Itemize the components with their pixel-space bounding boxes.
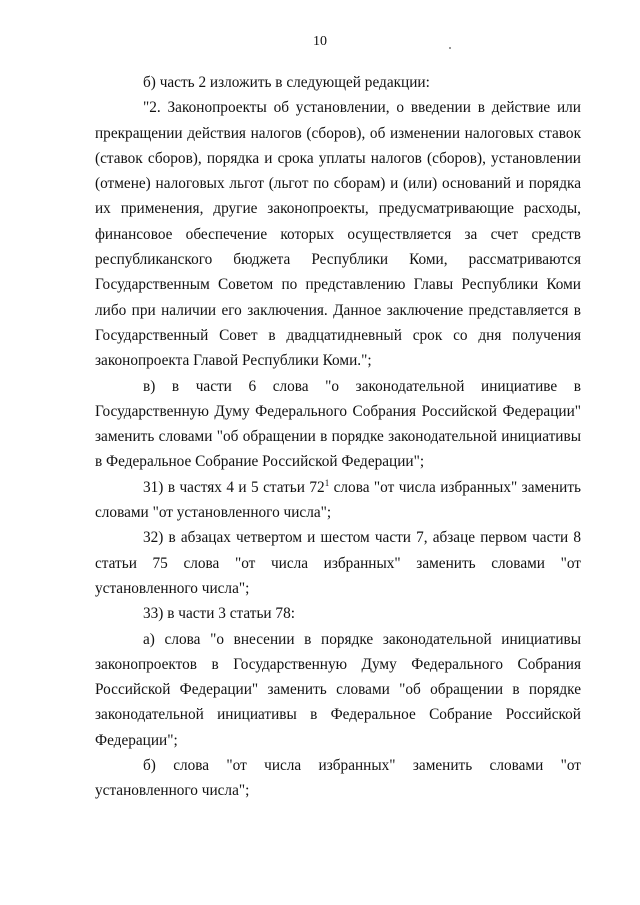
paragraph-31-before: 31) в частях 4 и 5 статьи 72 bbox=[143, 478, 325, 496]
paragraph-31-after: слова "от числа избранных" заменить словами "от установленного числа"; bbox=[95, 478, 581, 522]
paragraph-b-part2: б) часть 2 изложить в следующей редакции: bbox=[143, 74, 430, 91]
scan-speck bbox=[449, 47, 451, 49]
paragraph-31 bbox=[95, 475, 581, 526]
paragraph-33-a: а) слова "о внесении в порядке законодательной инициативы законопроектов в Государственную Думу Федерального Собрания Российской Федерации" заменить словами "об обращении в порядке законодательной инициативы в Федеральное Собрание Российской Федерации"; bbox=[95, 630, 581, 749]
document-body bbox=[95, 70, 581, 804]
paragraph-33: 33) в части 3 статьи 78: bbox=[143, 605, 295, 623]
paragraph-part2-text: "2. Законопроекты об установлении, о введении в действие или прекращении действия налогов (сборов), об изменении налоговых ставок (ставок сборов), порядка и срока уплаты налогов (сборов), установлении (отмене) налоговых льгот (льгот по сборам) и (или) оснований и порядка их применения, другие законопроекты, предусматривающие расходы, финансовое обеспечение которых осуществляется за счет средств республиканского бюджета Республики Коми, рассматриваются Государственным Советом по представлению Главы Республики Коми либо при наличии его заключения. Данное заключение представляется в Государственный Совет в двадцатидневный срок со дня получения законопроекта Главой Республики Коми."; bbox=[95, 99, 581, 370]
paragraph-v-part6: в) в части 6 слова "о законодательной инициативе в Государственную Думу Федерального Собрания Российской Федерации" заменить словами "об обращении в порядке законодательной инициативы в Федеральное Собрание Российской Федерации"; bbox=[95, 377, 581, 471]
paragraph-33-b: б) слова "от числа избранных" заменить словами "от установленного числа"; bbox=[95, 757, 581, 800]
page-number: 10 bbox=[313, 34, 327, 49]
paragraph-31-sup: 1 bbox=[324, 477, 330, 488]
paragraph-32: 32) в абзацах четвертом и шестом части 7, абзаце первом части 8 статьи 75 слова "от числа избранных" заменить словами "от установленного числа"; bbox=[95, 529, 581, 597]
